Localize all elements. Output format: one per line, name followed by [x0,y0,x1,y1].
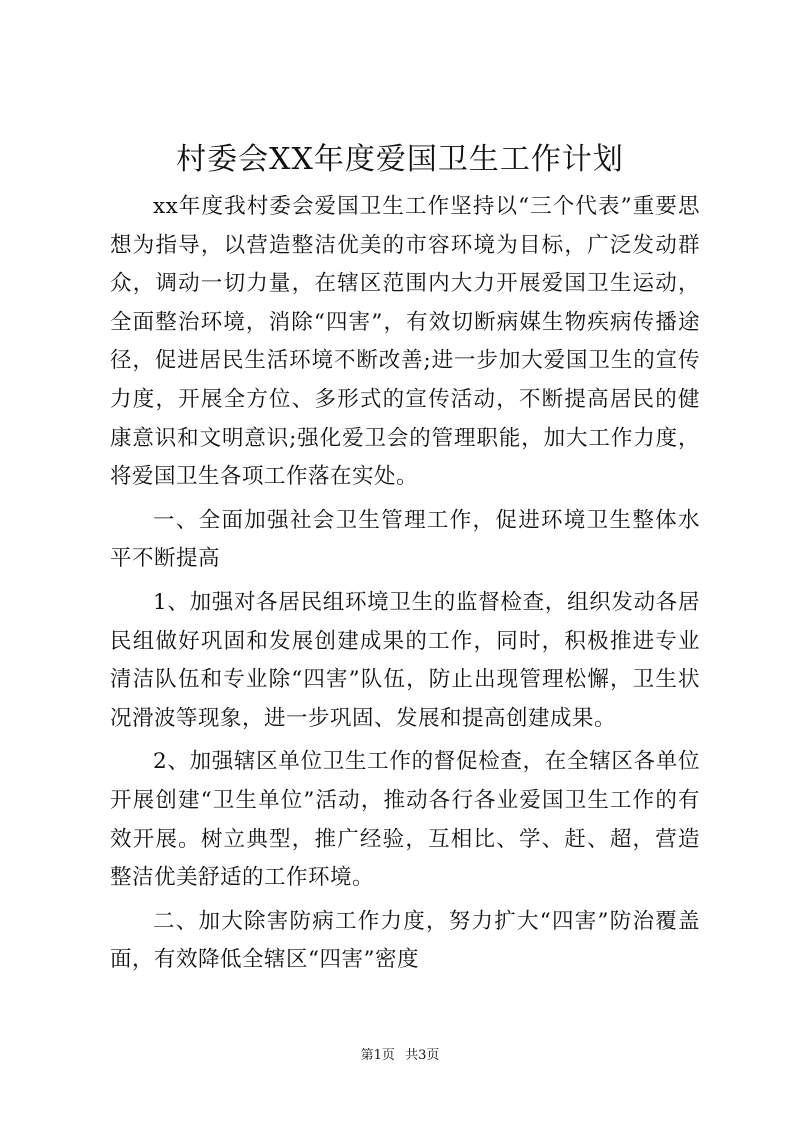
page-footer [0,1046,800,1066]
paragraph-item-1: 1、加强对各居民组环境卫生的监督检查，组织发动各居民组做好巩固和发展创建成果的工作，同时，积极推进专业清洁队伍和专业除“四害”队伍，防止出现管理松懈，卫生状况滑波等现象，进一步巩固、发展和提高创建成果。 [110,589,700,731]
paragraph-intro: xx年度我村委会爱国卫生工作坚持以“三个代表”重要思想为指导，以营造整洁优美的市容环境为目标，广泛发动群众，调动一切力量，在辖区范围内大力开展爱国卫生运动，全面整治环境，消除“四害”，有效切断病媒生物疾病传播途径，促进居民生活环境不断改善;进一步加大爱国卫生的宣传力度，开展全方位、多形式的宣传活动，不断提高居民的健康意识和文明意识;强化爱卫会的管理职能，加大工作力度，将爱国卫生各项工作落在实处。 [110,194,700,490]
page-total: 共3页 [405,1048,440,1063]
paragraph-item-2: 2、加强辖区单位卫生工作的督促检查，在全辖区各单位开展创建“卫生单位”活动，推动各行各业爱国卫生工作的有效开展。树立典型，推广经验，互相比、学、赶、超，营造整洁优美舒适的工作环境。 [110,749,700,891]
document-body [110,188,700,985]
section-heading-2: 二、加大除害防病工作力度，努力扩大“四害”防治覆盖面，有效降低全辖区“四害”密度 [110,908,700,973]
page-number: 第1页 [360,1048,395,1063]
section-heading-1: 一、全面加强社会卫生管理工作，促进环境卫生整体水平不断提高 [110,507,700,572]
document-title: 村委会XX年度爱国卫生工作计划 [176,142,624,177]
